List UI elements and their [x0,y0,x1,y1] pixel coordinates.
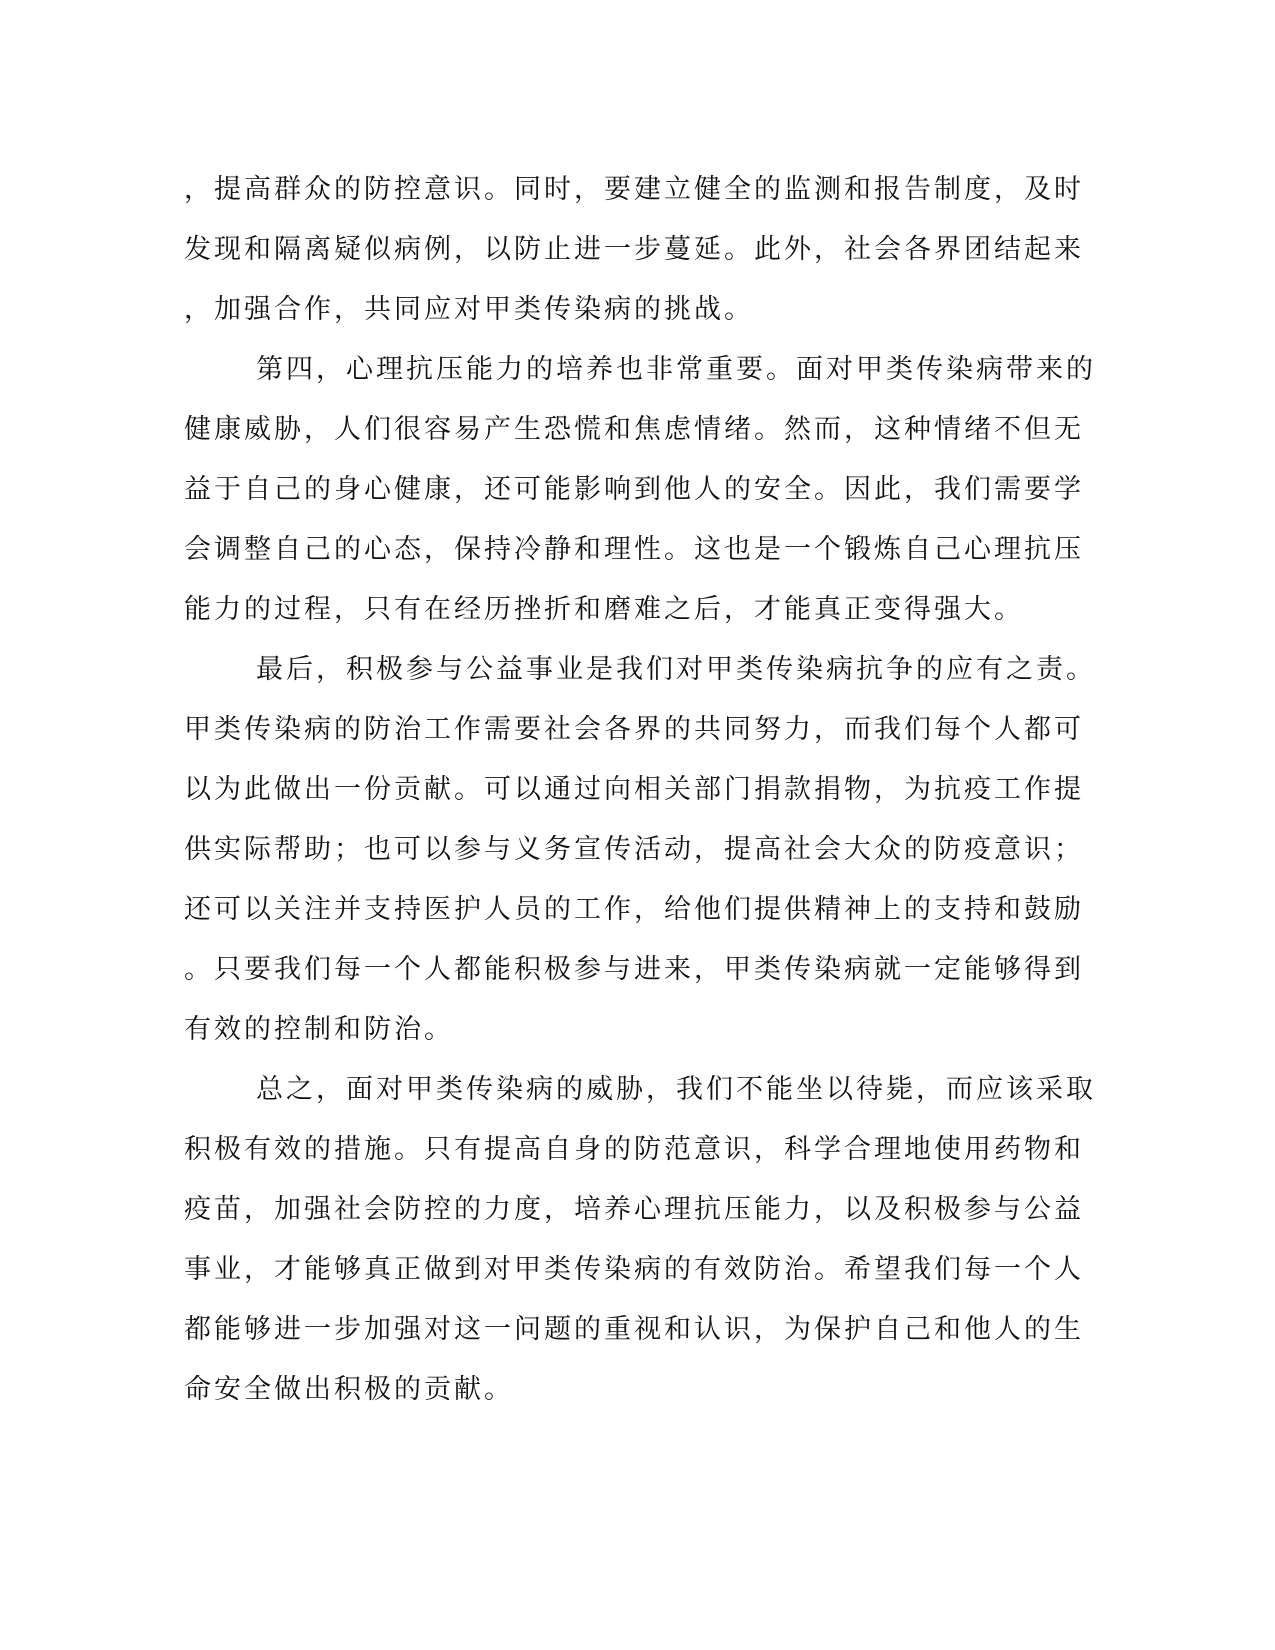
text-line: 疫苗，加强社会防控的力度，培养心理抗压能力，以及积极参与公益 [184,1194,1084,1225]
text-line: 能力的过程，只有在经历挫折和磨难之后，才能真正变得强大。 [184,594,1024,625]
body-text [184,160,1096,1420]
text-line: 会调整自己的心态，保持冷静和理性。这也是一个锻炼自己心理抗压 [184,534,1084,565]
text-line: 。只要我们每一个人都能积极参与进来，甲类传染病就一定能够得到 [184,954,1084,985]
text-line: 都能够进一步加强对这一问题的重视和认识，为保护自己和他人的生 [184,1314,1084,1345]
paragraph-continuation [184,160,1084,340]
paragraph-fourth [184,340,1096,640]
text-line: 积极有效的措施。只有提高自身的防范意识，科学合理地使用药物和 [184,1134,1084,1165]
text-line: 第四，心理抗压能力的培养也非常重要。面对甲类传染病带来的 [256,354,1096,385]
text-line: 最后，积极参与公益事业是我们对甲类传染病抗争的应有之责。 [256,654,1096,685]
paragraph-finally [184,640,1096,1060]
text-line: 有效的控制和防治。 [184,1014,454,1045]
text-line: 甲类传染病的防治工作需要社会各界的共同努力，而我们每个人都可 [184,714,1084,745]
text-line: 益于自己的身心健康，还可能影响到他人的安全。因此，我们需要学 [184,474,1084,505]
text-line: ，加强合作，共同应对甲类传染病的挑战。 [184,294,754,325]
paragraph-conclusion [184,1060,1096,1420]
text-line: 健康威胁，人们很容易产生恐慌和焦虑情绪。然而，这种情绪不但无 [184,414,1084,445]
text-line: 还可以关注并支持医护人员的工作，给他们提供精神上的支持和鼓励 [184,894,1084,925]
text-line: 命安全做出积极的贡献。 [184,1374,514,1405]
text-line: 发现和隔离疑似病例，以防止进一步蔓延。此外，社会各界团结起来 [184,234,1084,265]
text-line: ，提高群众的防控意识。同时，要建立健全的监测和报告制度，及时 [184,174,1084,205]
text-line: 事业，才能够真正做到对甲类传染病的有效防治。希望我们每一个人 [184,1254,1084,1285]
text-line: 以为此做出一份贡献。可以通过向相关部门捐款捐物，为抗疫工作提 [184,774,1084,805]
text-line: 总之，面对甲类传染病的威胁，我们不能坐以待毙，而应该采取 [256,1074,1096,1105]
text-line: 供实际帮助；也可以参与义务宣传活动，提高社会大众的防疫意识； [184,834,1084,865]
